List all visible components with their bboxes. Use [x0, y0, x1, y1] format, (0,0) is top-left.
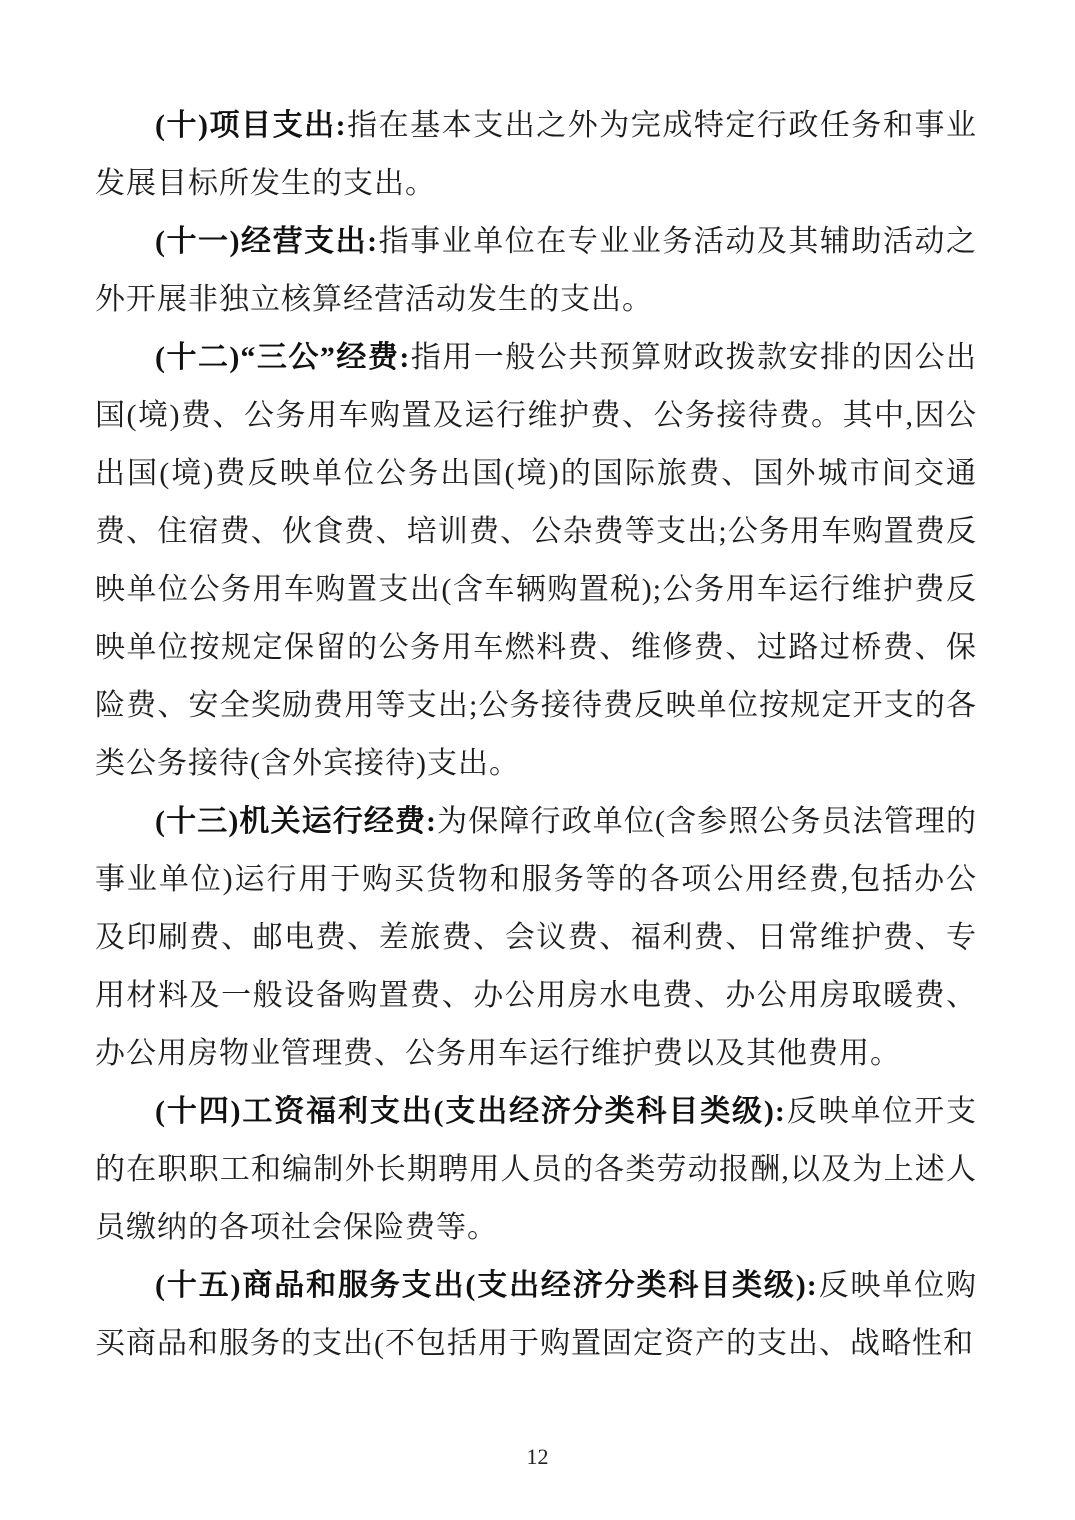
- paragraph-heading: (十一)经营支出:: [155, 225, 379, 258]
- page-number: 12: [526, 1444, 549, 1469]
- paragraph: [95, 97, 977, 213]
- paragraph-body: 反映单位购买商品和服务的支出(不包括用于购置固定资产的支出、战略性和: [95, 1269, 978, 1360]
- paragraph-heading: (十四)工资福利支出(支出经济分类科目类级):: [155, 1095, 786, 1128]
- paragraph: [95, 1257, 977, 1373]
- paragraph-body: 反映单位开支的在职职工和编制外长期聘用人员的各类劳动报酬,以及为上述人员缴纳的各项社会保险费等。: [95, 1095, 978, 1244]
- document-body: [95, 97, 977, 1373]
- paragraph: [95, 213, 977, 329]
- paragraph-heading: (十二)“三公”经费:: [155, 341, 411, 374]
- paragraph-heading: (十五)商品和服务支出(支出经济分类科目类级):: [155, 1269, 818, 1302]
- paragraph: [95, 793, 977, 1083]
- paragraph-body: 指用一般公共预算财政拨款安排的因公出国(境)费、公务用车购置及运行维护费、公务接待费。其中,因公出国(境)费反映单位公务出国(境)的国际旅费、国外城市间交通费、住宿费、伙食费、培训费、公杂费等支出;公务用车购置费反映单位公务用车购置支出(含车辆购置税);公务用车运行维护费反映单位按规定保留的公务用车燃料费、维修费、过路过桥费、保险费、安全奖励费用等支出;公务接待费反映单位按规定开支的各类公务接待(含外宾接待)支出。: [95, 341, 977, 780]
- paragraph: [95, 1083, 977, 1257]
- paragraph: [95, 329, 977, 793]
- paragraph-body: 指事业单位在专业业务活动及其辅助活动之外开展非独立核算经营活动发生的支出。: [95, 225, 977, 316]
- paragraph-body: 为保障行政单位(含参照公务员法管理的事业单位)运行用于购买货物和服务等的各项公用经费,包括办公及印刷费、邮电费、差旅费、会议费、福利费、日常维护费、专用材料及一般设备购置费、办公用房水电费、办公用房取暖费、办公用房物业管理费、公务用车运行维护费以及其他费用。: [95, 805, 977, 1070]
- paragraph-heading: (十)项目支出:: [155, 109, 347, 142]
- paragraph-body: 指在基本支出之外为完成特定行政任务和事业发展目标所发生的支出。: [95, 109, 977, 200]
- paragraph-heading: (十三)机关运行经费:: [155, 805, 438, 838]
